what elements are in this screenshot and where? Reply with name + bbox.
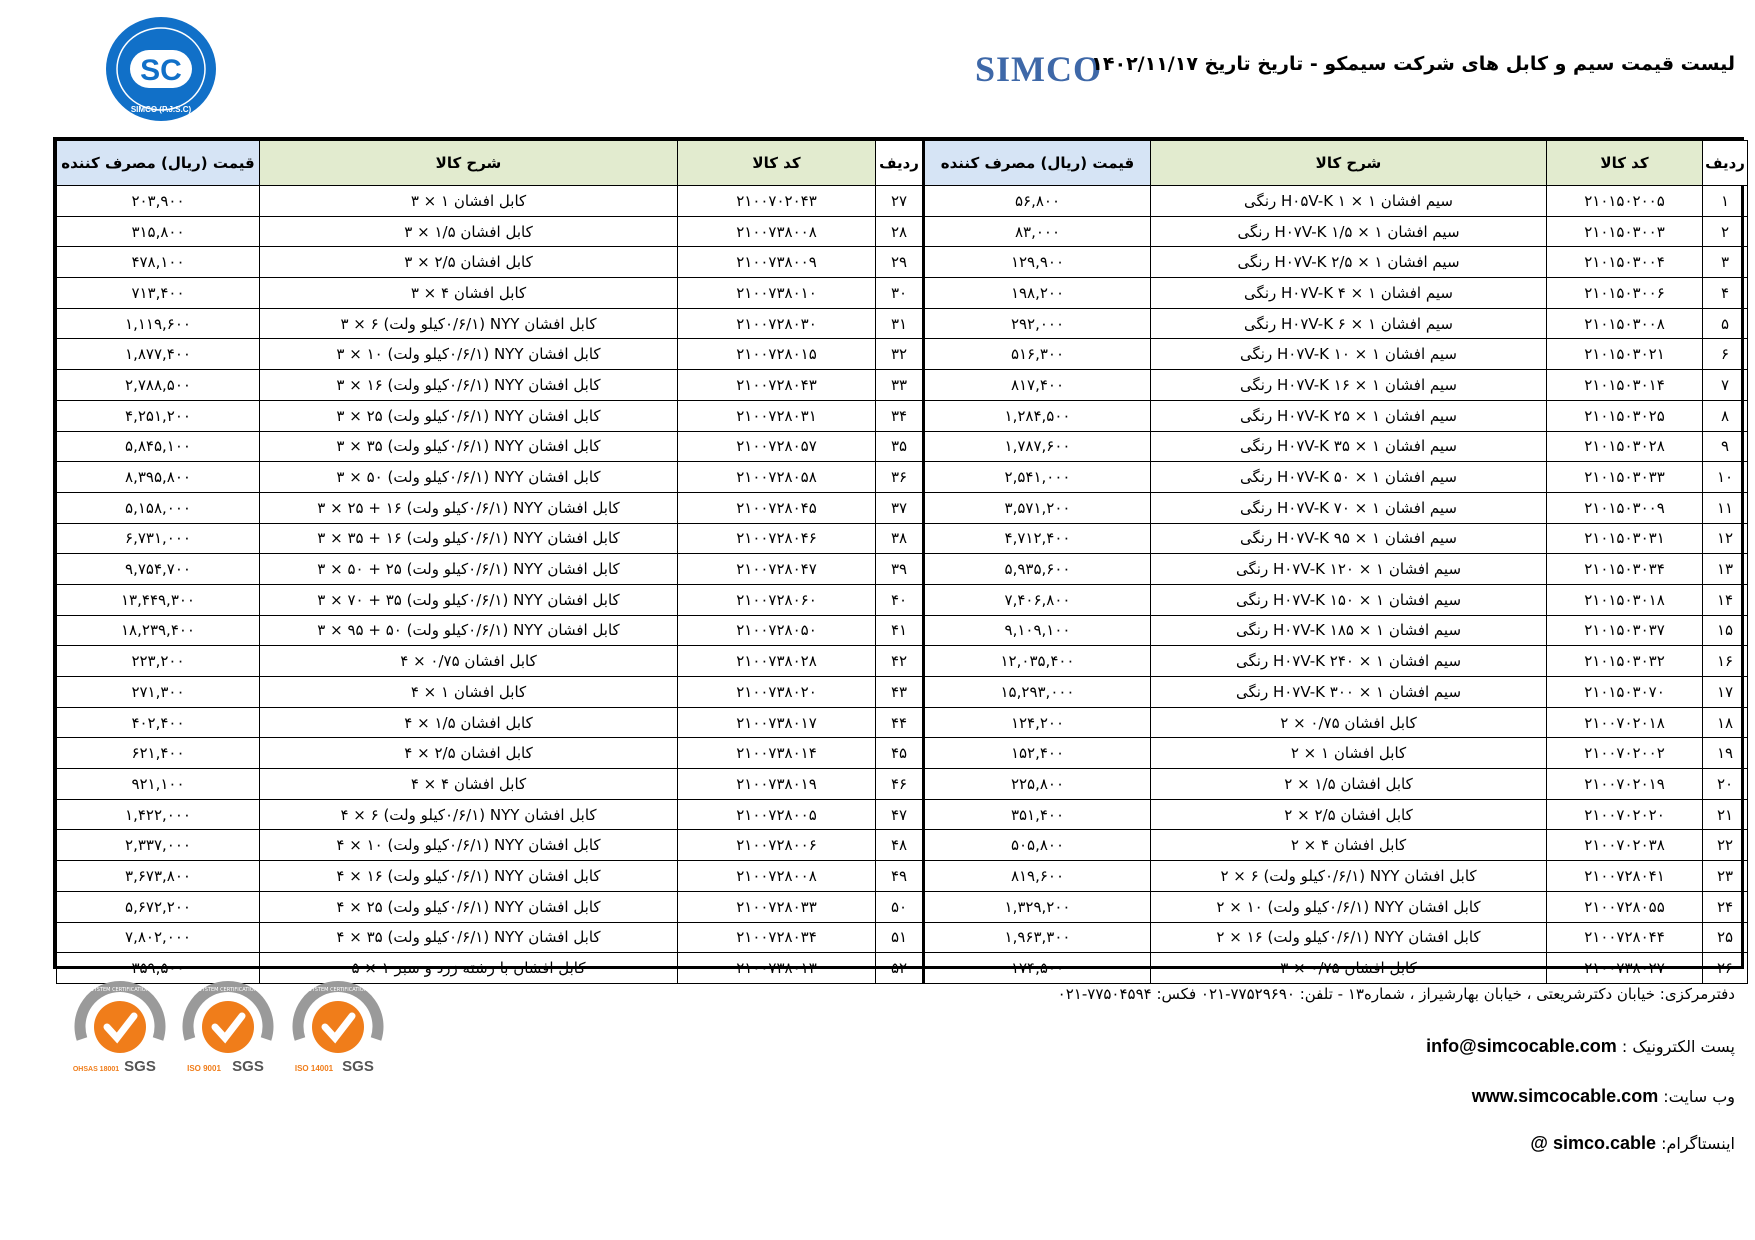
product-description: سیم افشان H۰۷V-K ۴ × ۱ رنگی [1151, 278, 1547, 309]
table-row [57, 186, 1748, 217]
product-description: سیم افشان H۰۷V-K ۹۵ × ۱ رنگی [1151, 523, 1547, 554]
table-row [57, 799, 1748, 830]
product-description: کابل افشان با رشته زرد و سبز ۱ × ۵ [260, 953, 678, 984]
product-description: سیم افشان H۰۵V-K ۱ × ۱ رنگی [1151, 186, 1547, 217]
product-code: ۲۱۰۰۷۲۸۰۳۴ [678, 922, 876, 953]
product-description: کابل افشان ۱/۵ × ۴ [260, 707, 678, 738]
table-row [57, 677, 1748, 708]
product-description: کابل افشان NYY (۰/۶/۱کیلو ولت) ۳۵ + ۷۰ × ۳ [260, 584, 678, 615]
consumer-price: ۱۲۴,۲۰۰ [924, 707, 1151, 738]
svg-text:SGS: SGS [232, 1058, 264, 1075]
table-row [57, 247, 1748, 278]
consumer-price: ۷,۸۰۲,۰۰۰ [57, 922, 260, 953]
row-number: ۵۲ [876, 953, 924, 984]
table-row [57, 769, 1748, 800]
product-description: کابل افشان NYY (۰/۶/۱کیلو ولت) ۱۰ × ۳ [260, 339, 678, 370]
page-title: لیست قیمت سیم و کابل های شرکت سیمکو - تاریخ تاریخ ۱۴۰۲/۱۱/۱۷ [1091, 53, 1735, 75]
consumer-price: ۹,۷۵۴,۷۰۰ [57, 554, 260, 585]
product-description: کابل افشان NYY (۰/۶/۱کیلو ولت) ۶ × ۴ [260, 799, 678, 830]
product-description: کابل افشان ۱ × ۴ [260, 677, 678, 708]
product-description: کابل افشان ۱ × ۲ [1151, 738, 1547, 769]
consumer-price: ۱۲,۰۳۵,۴۰۰ [924, 646, 1151, 677]
product-code: ۲۱۰۰۷۰۲۰۴۳ [678, 186, 876, 217]
product-code: ۲۱۰۱۵۰۳۰۱۴ [1547, 370, 1703, 401]
product-code: ۲۱۰۰۷۲۸۰۰۶ [678, 830, 876, 861]
consumer-price: ۳,۵۷۱,۲۰۰ [924, 492, 1151, 523]
price-table-grid [56, 140, 1748, 984]
table-row [57, 308, 1748, 339]
table-row [57, 646, 1748, 677]
product-description: سیم افشان H۰۷V-K ۱/۵ × ۱ رنگی [1151, 216, 1547, 247]
consumer-price: ۷,۴۰۶,۸۰۰ [924, 584, 1151, 615]
cert-badge-iso-14001 [288, 975, 388, 1085]
consumer-price: ۲۲۵,۸۰۰ [924, 769, 1151, 800]
row-number: ۱۱ [1703, 492, 1748, 523]
product-description: کابل افشان ۲/۵ × ۲ [1151, 799, 1547, 830]
consumer-price: ۳۵۱,۴۰۰ [924, 799, 1151, 830]
product-code: ۲۱۰۰۷۲۸۰۶۰ [678, 584, 876, 615]
product-description: کابل افشان ۲/۵ × ۴ [260, 738, 678, 769]
row-number: ۳۲ [876, 339, 924, 370]
product-description: کابل افشان NYY (۰/۶/۱کیلو ولت) ۱۶ × ۲ [1151, 922, 1547, 953]
product-description: کابل افشان NYY (۰/۶/۱کیلو ولت) ۶ × ۳ [260, 308, 678, 339]
consumer-price: ۳,۶۷۳,۸۰۰ [57, 861, 260, 892]
simco-logo [104, 14, 218, 124]
col-header-desc: شرح کالا [1151, 141, 1547, 186]
cert-badge-iso-9001 [178, 975, 278, 1085]
product-code: ۲۱۰۰۷۰۲۰۱۸ [1547, 707, 1703, 738]
consumer-price: ۴۰۲,۴۰۰ [57, 707, 260, 738]
table-row [57, 922, 1748, 953]
logo-text: SC [140, 54, 182, 87]
product-code: ۲۱۰۱۵۰۳۰۰۶ [1547, 278, 1703, 309]
product-description: کابل افشان ۰/۷۵ × ۳ [1151, 953, 1547, 984]
consumer-price: ۹۲۱,۱۰۰ [57, 769, 260, 800]
brand-name: SIMCO [975, 49, 1103, 89]
product-code: ۲۱۰۰۷۳۸۰۱۴ [678, 738, 876, 769]
consumer-price: ۵,۹۳۵,۶۰۰ [924, 554, 1151, 585]
row-number: ۲۶ [1703, 953, 1748, 984]
table-row [57, 492, 1748, 523]
product-description: سیم افشان H۰۷V-K ۲۴۰ × ۱ رنگی [1151, 646, 1547, 677]
cert-badge-ohsas-18001 [70, 975, 170, 1085]
table-row [57, 554, 1748, 585]
product-description: کابل افشان ۱ × ۳ [260, 186, 678, 217]
product-code: ۲۱۰۰۷۳۸۰۱۹ [678, 769, 876, 800]
consumer-price: ۱,۷۸۷,۶۰۰ [924, 431, 1151, 462]
row-number: ۱۲ [1703, 523, 1748, 554]
row-number: ۲۸ [876, 216, 924, 247]
row-number: ۴ [1703, 278, 1748, 309]
table-row [57, 370, 1748, 401]
product-description: سیم افشان H۰۷V-K ۱۰ × ۱ رنگی [1151, 339, 1547, 370]
row-number: ۲۵ [1703, 922, 1748, 953]
product-description: کابل افشان NYY (۰/۶/۱کیلو ولت) ۲۵ × ۴ [260, 891, 678, 922]
row-number: ۵ [1703, 308, 1748, 339]
instagram-handle[interactable]: @ simco.cable [1530, 1133, 1657, 1153]
product-code: ۲۱۰۰۷۲۸۰۴۶ [678, 523, 876, 554]
table-row [57, 400, 1748, 431]
product-description: سیم افشان H۰۷V-K ۱۶ × ۱ رنگی [1151, 370, 1547, 401]
consumer-price: ۱۵۲,۴۰۰ [924, 738, 1151, 769]
consumer-price: ۱,۹۶۳,۳۰۰ [924, 922, 1151, 953]
col-header-code: کد کالا [1547, 141, 1703, 186]
product-description: سیم افشان H۰۷V-K ۱۵۰ × ۱ رنگی [1151, 584, 1547, 615]
consumer-price: ۱,۸۷۷,۴۰۰ [57, 339, 260, 370]
consumer-price: ۲۰۳,۹۰۰ [57, 186, 260, 217]
product-description: کابل افشان NYY (۰/۶/۱کیلو ولت) ۱۰ × ۲ [1151, 891, 1547, 922]
table-row [57, 462, 1748, 493]
product-code: ۲۱۰۰۷۳۸۰۰۹ [678, 247, 876, 278]
table-row [57, 861, 1748, 892]
product-code: ۲۱۰۰۷۰۲۰۳۸ [1547, 830, 1703, 861]
product-code: ۲۱۰۰۷۳۸۰۱۷ [678, 707, 876, 738]
row-number: ۳۴ [876, 400, 924, 431]
consumer-price: ۵۶,۸۰۰ [924, 186, 1151, 217]
row-number: ۱۴ [1703, 584, 1748, 615]
product-code: ۲۱۰۰۷۳۸۰۲۸ [678, 646, 876, 677]
row-number: ۹ [1703, 431, 1748, 462]
product-description: سیم افشان H۰۷V-K ۶ × ۱ رنگی [1151, 308, 1547, 339]
product-description: کابل افشان NYY (۰/۶/۱کیلو ولت) ۵۰ + ۹۵ × ۳ [260, 615, 678, 646]
product-code: ۲۱۰۱۵۰۳۰۲۵ [1547, 400, 1703, 431]
row-number: ۴۶ [876, 769, 924, 800]
product-code: ۲۱۰۱۵۰۳۰۳۷ [1547, 615, 1703, 646]
website-line [1472, 1086, 1735, 1107]
svg-text:ISO 14001: ISO 14001 [294, 1064, 334, 1073]
product-code: ۲۱۰۱۵۰۳۰۲۱ [1547, 339, 1703, 370]
product-code: ۲۱۰۰۷۲۸۰۰۵ [678, 799, 876, 830]
svg-text:ISO 9001: ISO 9001 [187, 1064, 221, 1073]
consumer-price: ۴,۲۵۱,۲۰۰ [57, 400, 260, 431]
consumer-price: ۱۲۹,۹۰۰ [924, 247, 1151, 278]
product-code: ۲۱۰۱۵۰۳۰۰۴ [1547, 247, 1703, 278]
row-number: ۱۵ [1703, 615, 1748, 646]
price-table [53, 137, 1745, 978]
product-code: ۲۱۰۱۵۰۳۰۳۱ [1547, 523, 1703, 554]
product-code: ۲۱۰۰۷۲۸۰۴۳ [678, 370, 876, 401]
svg-text:SYSTEM CERTIFICATION: SYSTEM CERTIFICATION [308, 987, 368, 993]
product-description: کابل افشان NYY (۰/۶/۱کیلو ولت) ۱۶ + ۲۵ × ۳ [260, 492, 678, 523]
product-code: ۲۱۰۰۷۰۲۰۲۰ [1547, 799, 1703, 830]
svg-text:OHSAS 18001: OHSAS 18001 [72, 1066, 120, 1073]
table-row [57, 707, 1748, 738]
row-number: ۱ [1703, 186, 1748, 217]
consumer-price: ۶,۷۳۱,۰۰۰ [57, 523, 260, 554]
product-description: سیم افشان H۰۷V-K ۵۰ × ۱ رنگی [1151, 462, 1547, 493]
email-label: پست الکترونیک : [1616, 1037, 1735, 1056]
row-number: ۱۷ [1703, 677, 1748, 708]
consumer-price: ۱,۱۱۹,۶۰۰ [57, 308, 260, 339]
consumer-price: ۸,۳۹۵,۸۰۰ [57, 462, 260, 493]
consumer-price: ۲۷۱,۳۰۰ [57, 677, 260, 708]
product-code: ۲۱۰۱۵۰۳۰۰۸ [1547, 308, 1703, 339]
product-description: کابل افشان NYY (۰/۶/۱کیلو ولت) ۳۵ × ۳ [260, 431, 678, 462]
consumer-price: ۳۱۵,۸۰۰ [57, 216, 260, 247]
consumer-price: ۱۳,۴۴۹,۳۰۰ [57, 584, 260, 615]
row-number: ۳۱ [876, 308, 924, 339]
product-description: سیم افشان H۰۷V-K ۱۲۰ × ۱ رنگی [1151, 554, 1547, 585]
consumer-price: ۳۵۹,۵۰۰ [57, 953, 260, 984]
row-number: ۳۵ [876, 431, 924, 462]
product-code: ۲۱۰۱۵۰۳۰۱۸ [1547, 584, 1703, 615]
product-code: ۲۱۰۰۷۳۸۰۱۰ [678, 278, 876, 309]
row-number: ۳۷ [876, 492, 924, 523]
svg-text:SYSTEM CERTIFICATION: SYSTEM CERTIFICATION [90, 987, 150, 993]
product-description: کابل افشان NYY (۰/۶/۱کیلو ولت) ۱۶ × ۴ [260, 861, 678, 892]
consumer-price: ۷۱۳,۴۰۰ [57, 278, 260, 309]
instagram-line [1530, 1133, 1735, 1154]
email-link[interactable]: info@simcocable.com [1426, 1036, 1617, 1056]
row-number: ۲۴ [1703, 891, 1748, 922]
product-description: کابل افشان NYY (۰/۶/۱کیلو ولت) ۲۵ × ۳ [260, 400, 678, 431]
row-number: ۱۳ [1703, 554, 1748, 585]
row-number: ۴۴ [876, 707, 924, 738]
product-description: کابل افشان ۰/۷۵ × ۴ [260, 646, 678, 677]
product-code: ۲۱۰۰۷۰۲۰۰۲ [1547, 738, 1703, 769]
website-link[interactable]: www.simcocable.com [1471, 1086, 1659, 1106]
product-code: ۲۱۰۰۷۲۸۰۴۷ [678, 554, 876, 585]
consumer-price: ۱۹۸,۲۰۰ [924, 278, 1151, 309]
row-number: ۲۳ [1703, 861, 1748, 892]
product-description: کابل افشان ۱/۵ × ۲ [1151, 769, 1547, 800]
instagram-label: اینستاگرام: [1656, 1134, 1735, 1153]
row-number: ۳۶ [876, 462, 924, 493]
row-number: ۸ [1703, 400, 1748, 431]
consumer-price: ۱۸,۲۳۹,۴۰۰ [57, 615, 260, 646]
consumer-price: ۵,۸۴۵,۱۰۰ [57, 431, 260, 462]
consumer-price: ۲,۷۸۸,۵۰۰ [57, 370, 260, 401]
product-code: ۲۱۰۰۷۰۲۰۱۹ [1547, 769, 1703, 800]
product-code: ۲۱۰۱۵۰۳۰۰۳ [1547, 216, 1703, 247]
row-number: ۲۹ [876, 247, 924, 278]
product-description: کابل افشان NYY (۰/۶/۱کیلو ولت) ۲۵ + ۵۰ × ۳ [260, 554, 678, 585]
product-description: کابل افشان NYY (۰/۶/۱کیلو ولت) ۶ × ۲ [1151, 861, 1547, 892]
consumer-price: ۱,۴۲۲,۰۰۰ [57, 799, 260, 830]
row-number: ۱۹ [1703, 738, 1748, 769]
product-code: ۲۱۰۱۵۰۳۰۰۹ [1547, 492, 1703, 523]
product-description: سیم افشان H۰۷V-K ۲/۵ × ۱ رنگی [1151, 247, 1547, 278]
product-code: ۲۱۰۰۷۲۸۰۵۰ [678, 615, 876, 646]
product-code: ۲۱۰۰۷۲۸۰۴۱ [1547, 861, 1703, 892]
row-number: ۴۱ [876, 615, 924, 646]
product-code: ۲۱۰۰۷۳۸۰۱۳ [678, 953, 876, 984]
certification-badges [70, 975, 420, 1085]
row-number: ۴۹ [876, 861, 924, 892]
row-number: ۳۰ [876, 278, 924, 309]
row-number: ۲۱ [1703, 799, 1748, 830]
table-row [57, 431, 1748, 462]
consumer-price: ۹,۱۰۹,۱۰۰ [924, 615, 1151, 646]
row-number: ۴۲ [876, 646, 924, 677]
consumer-price: ۲۲۳,۲۰۰ [57, 646, 260, 677]
product-code: ۲۱۰۱۵۰۳۰۳۳ [1547, 462, 1703, 493]
col-header-code: کد کالا [678, 141, 876, 186]
row-number: ۲۷ [876, 186, 924, 217]
table-row [57, 584, 1748, 615]
product-description: کابل افشان NYY (۰/۶/۱کیلو ولت) ۱۰ × ۴ [260, 830, 678, 861]
product-description: کابل افشان ۰/۷۵ × ۲ [1151, 707, 1547, 738]
product-description: کابل افشان NYY (۰/۶/۱کیلو ولت) ۳۵ × ۴ [260, 922, 678, 953]
table-row [57, 523, 1748, 554]
row-number: ۳۸ [876, 523, 924, 554]
logo-caption: SIMCO (P.J.S.C) [130, 105, 192, 114]
row-number: ۴۰ [876, 584, 924, 615]
col-header-desc: شرح کالا [260, 141, 678, 186]
product-code: ۲۱۰۰۷۲۸۰۳۰ [678, 308, 876, 339]
product-code: ۲۱۰۱۵۰۳۰۷۰ [1547, 677, 1703, 708]
consumer-price: ۱۵,۲۹۳,۰۰۰ [924, 677, 1151, 708]
consumer-price: ۸۱۹,۶۰۰ [924, 861, 1151, 892]
svg-text:SGS: SGS [342, 1058, 374, 1075]
row-number: ۷ [1703, 370, 1748, 401]
product-code: ۲۱۰۰۷۲۸۰۴۴ [1547, 922, 1703, 953]
consumer-price: ۱۷۴,۵۰۰ [924, 953, 1151, 984]
product-description: سیم افشان H۰۷V-K ۱۸۵ × ۱ رنگی [1151, 615, 1547, 646]
row-number: ۳ [1703, 247, 1748, 278]
table-row [57, 615, 1748, 646]
table-row [57, 738, 1748, 769]
consumer-price: ۵۰۵,۸۰۰ [924, 830, 1151, 861]
product-description: کابل افشان NYY (۰/۶/۱کیلو ولت) ۵۰ × ۳ [260, 462, 678, 493]
row-number: ۲۲ [1703, 830, 1748, 861]
office-address: دفترمرکزی: خیابان دکترشریعتی ، خیابان بهارشیراز ، شماره۱۳ - تلفن: ۷۷۵۲۹۶۹۰-۰۲۱ فکس: ۷۷۵۰۴۵۹۴-۰۲۱ [1057, 985, 1735, 1003]
product-description: کابل افشان ۴ × ۳ [260, 278, 678, 309]
table-row [57, 339, 1748, 370]
product-code: ۲۱۰۰۷۳۸۰۰۸ [678, 216, 876, 247]
col-header-price: قیمت (ریال) مصرف کننده [57, 141, 260, 186]
product-code: ۲۱۰۰۷۲۸۰۱۵ [678, 339, 876, 370]
consumer-price: ۴۷۸,۱۰۰ [57, 247, 260, 278]
product-code: ۲۱۰۰۷۲۸۰۰۸ [678, 861, 876, 892]
consumer-price: ۲۹۲,۰۰۰ [924, 308, 1151, 339]
row-number: ۵۱ [876, 922, 924, 953]
consumer-price: ۵,۶۷۲,۲۰۰ [57, 891, 260, 922]
product-description: کابل افشان ۲/۵ × ۳ [260, 247, 678, 278]
consumer-price: ۵,۱۵۸,۰۰۰ [57, 492, 260, 523]
product-description: سیم افشان H۰۷V-K ۷۰ × ۱ رنگی [1151, 492, 1547, 523]
consumer-price: ۱,۳۲۹,۲۰۰ [924, 891, 1151, 922]
consumer-price: ۲,۵۴۱,۰۰۰ [924, 462, 1151, 493]
email-line [1426, 1036, 1735, 1057]
col-header-price: قیمت (ریال) مصرف کننده [924, 141, 1151, 186]
row-number: ۱۸ [1703, 707, 1748, 738]
product-description: کابل افشان ۴ × ۴ [260, 769, 678, 800]
table-row [57, 830, 1748, 861]
product-code: ۲۱۰۰۷۲۸۰۳۳ [678, 891, 876, 922]
product-code: ۲۱۰۱۵۰۳۰۲۸ [1547, 431, 1703, 462]
row-number: ۶ [1703, 339, 1748, 370]
product-code: ۲۱۰۰۷۳۸۰۲۷ [1547, 953, 1703, 984]
consumer-price: ۱,۲۸۴,۵۰۰ [924, 400, 1151, 431]
product-description: سیم افشان H۰۷V-K ۲۵ × ۱ رنگی [1151, 400, 1547, 431]
product-code: ۲۱۰۱۵۰۳۰۳۴ [1547, 554, 1703, 585]
website-label: وب سایت: [1658, 1087, 1735, 1106]
product-code: ۲۱۰۱۵۰۳۰۳۲ [1547, 646, 1703, 677]
product-description: کابل افشان NYY (۰/۶/۱کیلو ولت) ۱۶ × ۳ [260, 370, 678, 401]
row-number: ۲۰ [1703, 769, 1748, 800]
table-header-row [57, 141, 1748, 186]
consumer-price: ۴,۷۱۲,۴۰۰ [924, 523, 1151, 554]
col-header-row-no: ردیف [876, 141, 924, 186]
svg-text:SGS: SGS [124, 1058, 156, 1075]
consumer-price: ۶۲۱,۴۰۰ [57, 738, 260, 769]
product-code: ۲۱۰۰۷۲۸۰۴۵ [678, 492, 876, 523]
consumer-price: ۲,۳۳۷,۰۰۰ [57, 830, 260, 861]
table-row [57, 891, 1748, 922]
svg-text:SYSTEM CERTIFICATION: SYSTEM CERTIFICATION [198, 987, 258, 993]
row-number: ۳۳ [876, 370, 924, 401]
row-number: ۴۳ [876, 677, 924, 708]
product-code: ۲۱۰۰۷۲۸۰۵۸ [678, 462, 876, 493]
consumer-price: ۵۱۶,۳۰۰ [924, 339, 1151, 370]
consumer-price: ۸۳,۰۰۰ [924, 216, 1151, 247]
consumer-price: ۸۱۷,۴۰۰ [924, 370, 1151, 401]
product-description: سیم افشان H۰۷V-K ۳۵ × ۱ رنگی [1151, 431, 1547, 462]
col-header-row-no: ردیف [1703, 141, 1748, 186]
table-row [57, 278, 1748, 309]
product-code: ۲۱۰۰۷۳۸۰۲۰ [678, 677, 876, 708]
product-description: کابل افشان ۱/۵ × ۳ [260, 216, 678, 247]
product-description: کابل افشان ۴ × ۲ [1151, 830, 1547, 861]
product-description: سیم افشان H۰۷V-K ۳۰۰ × ۱ رنگی [1151, 677, 1547, 708]
product-code: ۲۱۰۰۷۲۸۰۵۷ [678, 431, 876, 462]
row-number: ۱۶ [1703, 646, 1748, 677]
row-number: ۲ [1703, 216, 1748, 247]
product-code: ۲۱۰۰۷۲۸۰۳۱ [678, 400, 876, 431]
row-number: ۴۸ [876, 830, 924, 861]
table-row [57, 216, 1748, 247]
row-number: ۴۷ [876, 799, 924, 830]
row-number: ۱۰ [1703, 462, 1748, 493]
product-description: کابل افشان NYY (۰/۶/۱کیلو ولت) ۱۶ + ۳۵ × ۳ [260, 523, 678, 554]
table-body [57, 186, 1748, 984]
row-number: ۴۵ [876, 738, 924, 769]
product-code: ۲۱۰۰۷۲۸۰۵۵ [1547, 891, 1703, 922]
product-code: ۲۱۰۱۵۰۲۰۰۵ [1547, 186, 1703, 217]
row-number: ۳۹ [876, 554, 924, 585]
row-number: ۵۰ [876, 891, 924, 922]
